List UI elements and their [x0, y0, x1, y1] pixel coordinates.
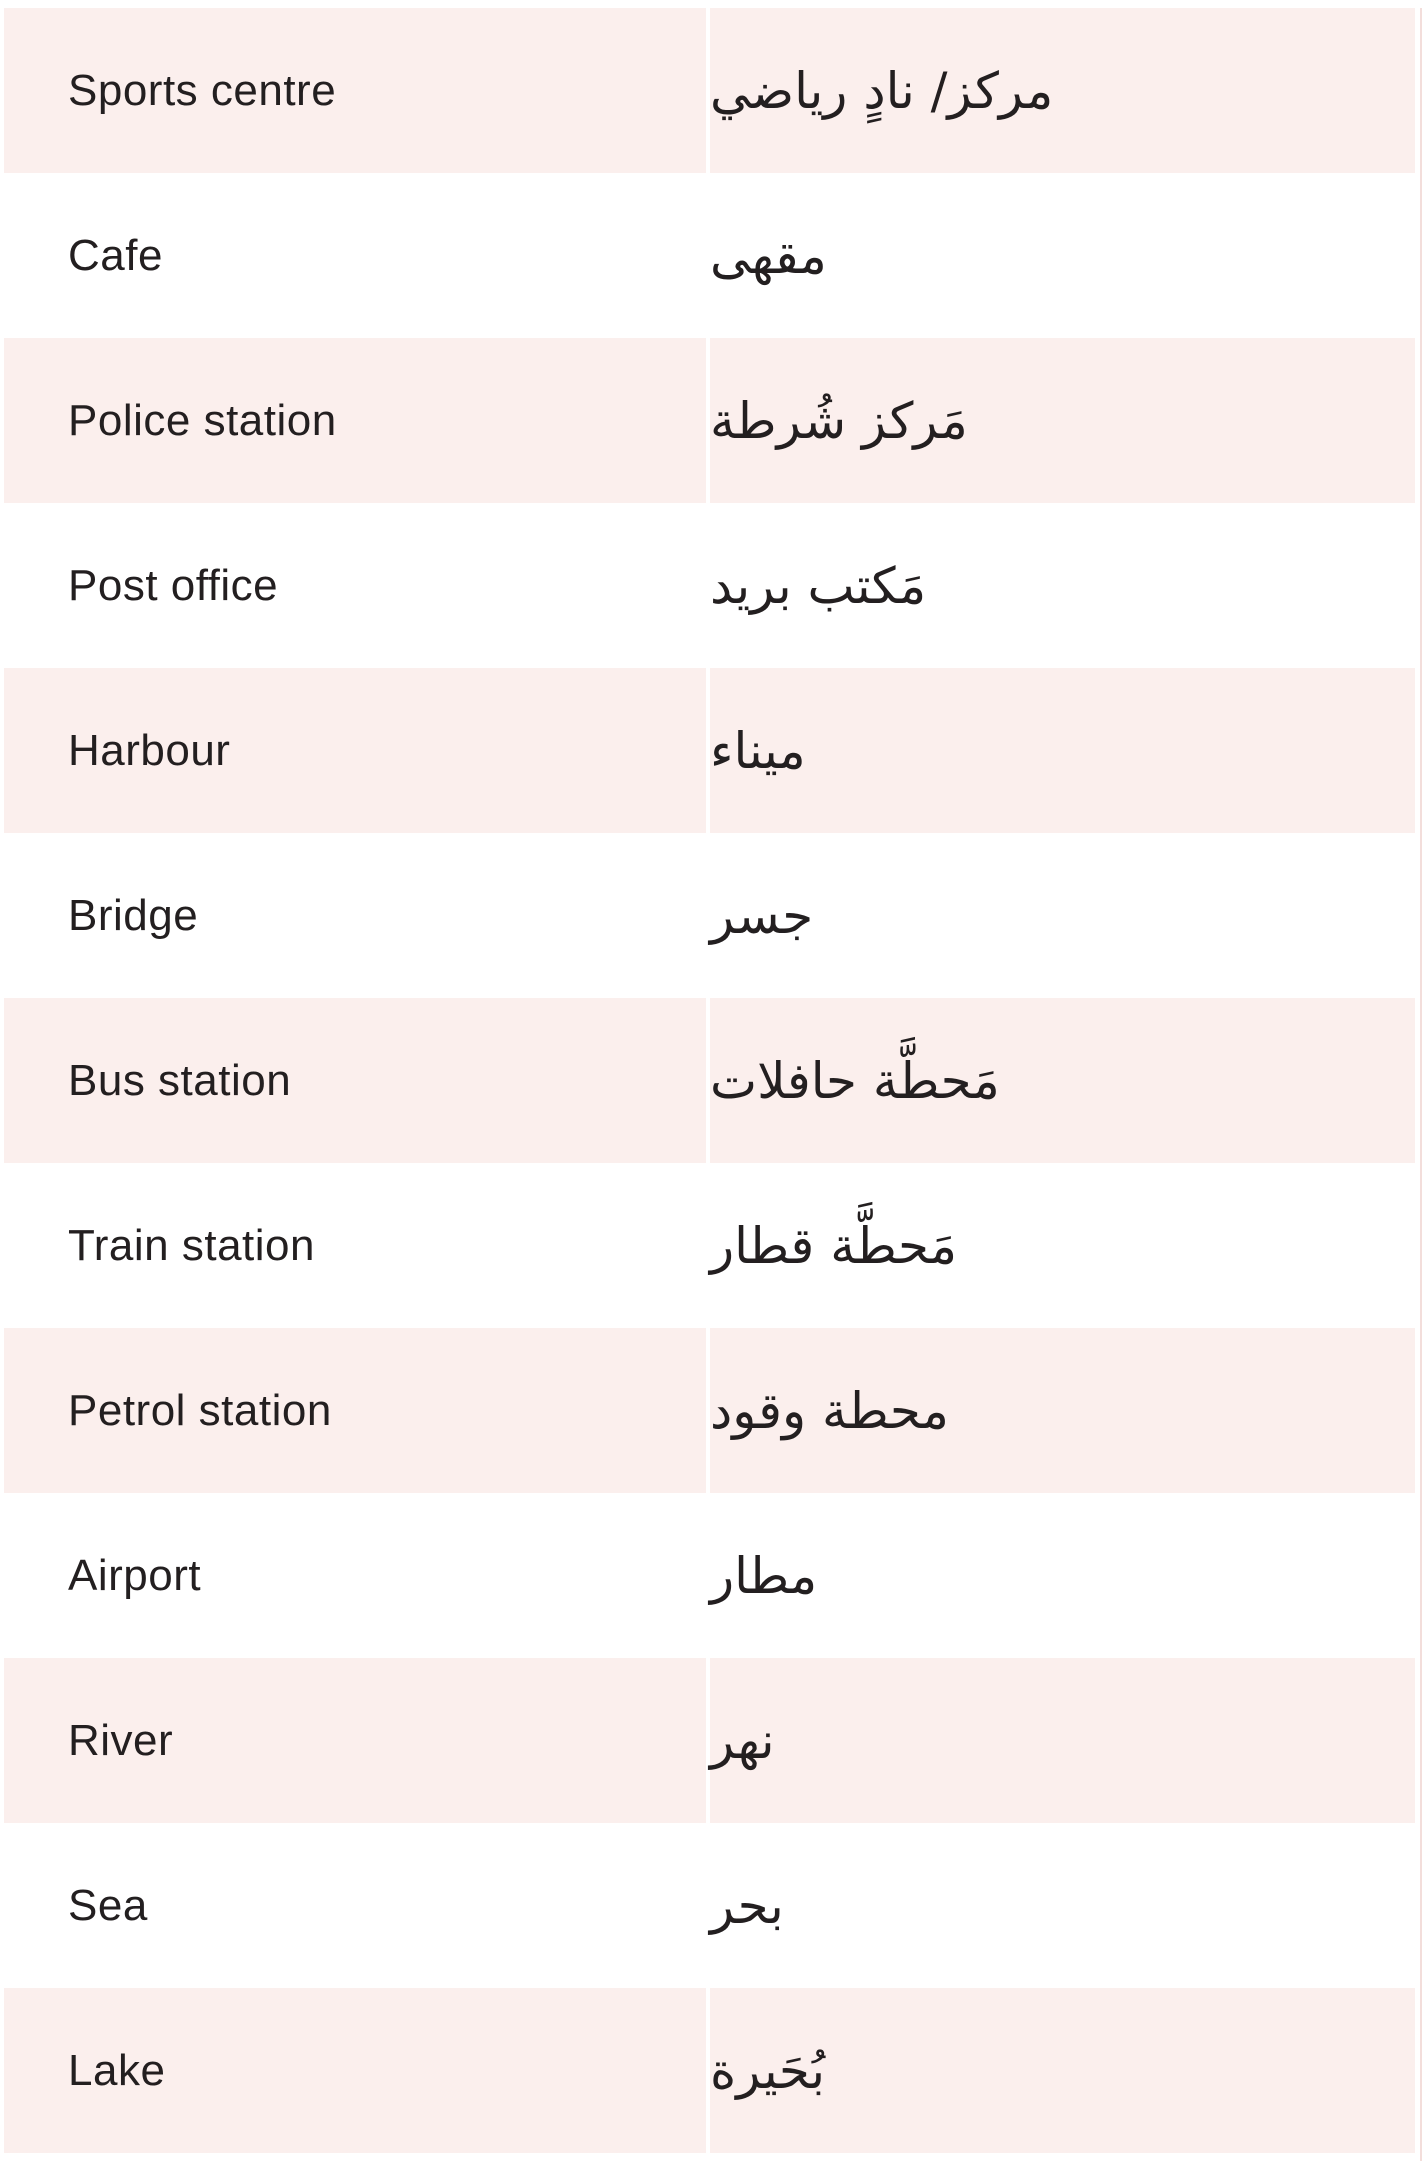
arabic-term: ميناء: [710, 668, 1415, 833]
english-term: Harbour: [4, 668, 710, 833]
arabic-term: مَكتب بريد: [710, 503, 1415, 668]
arabic-term: نهر: [710, 1658, 1415, 1823]
arabic-term: مَركز شُرطة: [710, 338, 1415, 503]
english-term: Bus station: [4, 998, 710, 1163]
english-term: Post office: [4, 503, 710, 668]
table-row: [4, 1823, 1415, 1988]
english-term: Train station: [4, 1163, 710, 1328]
arabic-term: مَحطَّة حافلات: [710, 998, 1415, 1163]
arabic-term: بُحَيرة: [710, 1988, 1415, 2153]
table-row: [4, 668, 1415, 833]
table-row: [4, 1163, 1415, 1328]
table-row: [4, 503, 1415, 668]
english-term: Cafe: [4, 173, 710, 338]
english-term: Sea: [4, 1823, 710, 1988]
table-row: [4, 1988, 1415, 2153]
english-term: Airport: [4, 1493, 710, 1658]
table-row: [4, 1328, 1415, 1493]
arabic-term: مركز/ نادٍ رياضي: [710, 8, 1415, 173]
arabic-term: مقهى: [710, 173, 1415, 338]
arabic-term: بحر: [710, 1823, 1415, 1988]
arabic-term: مَحطَّة قطار: [710, 1163, 1415, 1328]
english-term: River: [4, 1658, 710, 1823]
english-term: Bridge: [4, 833, 710, 998]
table-row: [4, 833, 1415, 998]
english-term: Sports centre: [4, 8, 710, 173]
table-row: [4, 1658, 1415, 1823]
table-row: [4, 8, 1415, 173]
table-row: [4, 338, 1415, 503]
english-term: Lake: [4, 1988, 710, 2153]
table-right-border: [1420, 8, 1422, 2161]
english-term: Police station: [4, 338, 710, 503]
table-row: [4, 998, 1415, 1163]
table-row: [4, 1493, 1415, 1658]
arabic-term: جسر: [710, 833, 1415, 998]
english-term: Petrol station: [4, 1328, 710, 1493]
arabic-term: محطة وقود: [710, 1328, 1415, 1493]
vocabulary-table: [4, 8, 1415, 2153]
table-row: [4, 173, 1415, 338]
arabic-term: مطار: [710, 1493, 1415, 1658]
